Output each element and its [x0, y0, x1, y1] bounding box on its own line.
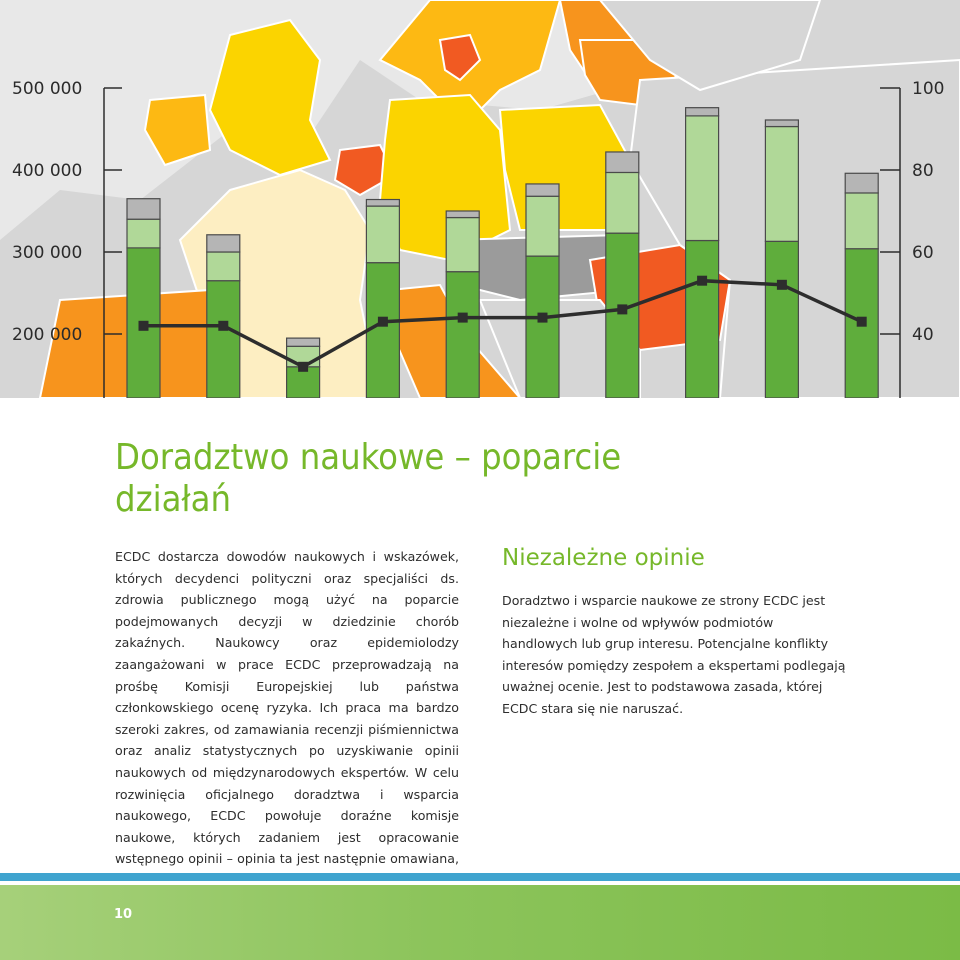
bar-segment — [526, 196, 559, 256]
left-axis-tick-label: 200 000 — [12, 325, 83, 345]
bar-segment — [526, 256, 559, 398]
trend-line-marker — [298, 362, 308, 372]
right-axis-tick-label: 40 — [912, 325, 934, 345]
bar-segment — [366, 206, 399, 263]
footer-stripe-blue — [0, 873, 960, 881]
trend-line-marker — [697, 276, 707, 286]
footer-band — [0, 885, 960, 960]
bar-segment — [845, 173, 878, 193]
bar-segment — [446, 272, 479, 398]
trend-line-marker — [538, 313, 548, 323]
sidebar-text: Doradztwo i wsparcie naukowe ze strony ECDC jest niezależne i wolne od wpływów podmiotów handlowych lub grup interesu. Potencjalne konflikty interesów pomiędzy zespołem a ekspertami podlegają uważnej ocenie. Jest to podstawowa zasada, której ECDC stara się nie naruszać. — [502, 593, 846, 716]
right-axis-tick-label: 80 — [912, 161, 934, 181]
bar-segment — [606, 152, 639, 173]
bar-segment — [845, 193, 878, 249]
trend-line-marker — [777, 280, 787, 290]
bar-segment — [207, 281, 240, 398]
bar-segment — [446, 218, 479, 272]
bar-segment — [686, 116, 719, 241]
bar-segment — [686, 241, 719, 398]
bar-segment — [207, 252, 240, 281]
page-heading-line1: Doradztwo naukowe – poparcie — [115, 437, 622, 478]
left-axis-tick-label: 300 000 — [12, 243, 83, 263]
bar-segment — [606, 172, 639, 233]
right-axis-tick-label: 60 — [912, 243, 934, 263]
bar-segment — [765, 241, 798, 398]
bar-segment — [287, 338, 320, 346]
bar-segment — [526, 184, 559, 196]
hero-chart-map — [0, 0, 960, 398]
right-axis-tick-label: 100 — [912, 79, 945, 99]
bar-segment — [686, 108, 719, 116]
bar-segment — [446, 211, 479, 218]
sidebar-heading: Niezależne opinie — [502, 545, 705, 571]
trend-line-marker — [139, 321, 149, 331]
trend-line-marker — [218, 321, 228, 331]
article-body: ECDC dostarcza dowodów naukowych i wskazówek, których decydenci polityczni oraz specjaliści ds. zdrowia publicznego mogą użyć na poparcie podejmowanych decyzji w dziedzinie chorób zakaźnych. Naukowcy oraz epidemiolodzy zaangażowani w prace ECDC przeprowadzają na prośbę Komisji Europejskiej lub państwa członkowskiego ocenę ryzyka. Ich praca ma bardzo szeroki zakres, od zamawiania recenzji piśmiennictwa oraz analiz statystycznych po uzyskiwanie opinii naukowych od międzynarodowych ekspertów. W celu rozwinięcia oficjalnego doradztwa i wsparcia naukowego, ECDC powołuje doraźne komisje naukowe, których zadaniem jest opracowanie wstępnego opinii – opinia ta jest następnie omawiana, — [115, 549, 459, 867]
bar-segment — [765, 120, 798, 127]
bar-segment — [606, 233, 639, 398]
trend-line-marker — [458, 313, 468, 323]
bar-segment — [765, 127, 798, 242]
left-axis-tick-label: 400 000 — [12, 161, 83, 181]
bar-segment — [366, 263, 399, 398]
trend-line-marker — [378, 317, 388, 327]
bar-segment — [207, 235, 240, 252]
page-heading-line2: działań — [115, 479, 231, 520]
bar-segment — [127, 219, 160, 248]
bar-segment — [366, 200, 399, 207]
trend-line-marker — [617, 304, 627, 314]
trend-line-marker — [857, 317, 867, 327]
page-number: 10 — [114, 907, 133, 922]
page-heading — [115, 437, 735, 521]
europe-map-bar-chart — [0, 0, 960, 398]
bar-segment — [127, 199, 160, 220]
left-axis-tick-label: 500 000 — [12, 79, 83, 99]
